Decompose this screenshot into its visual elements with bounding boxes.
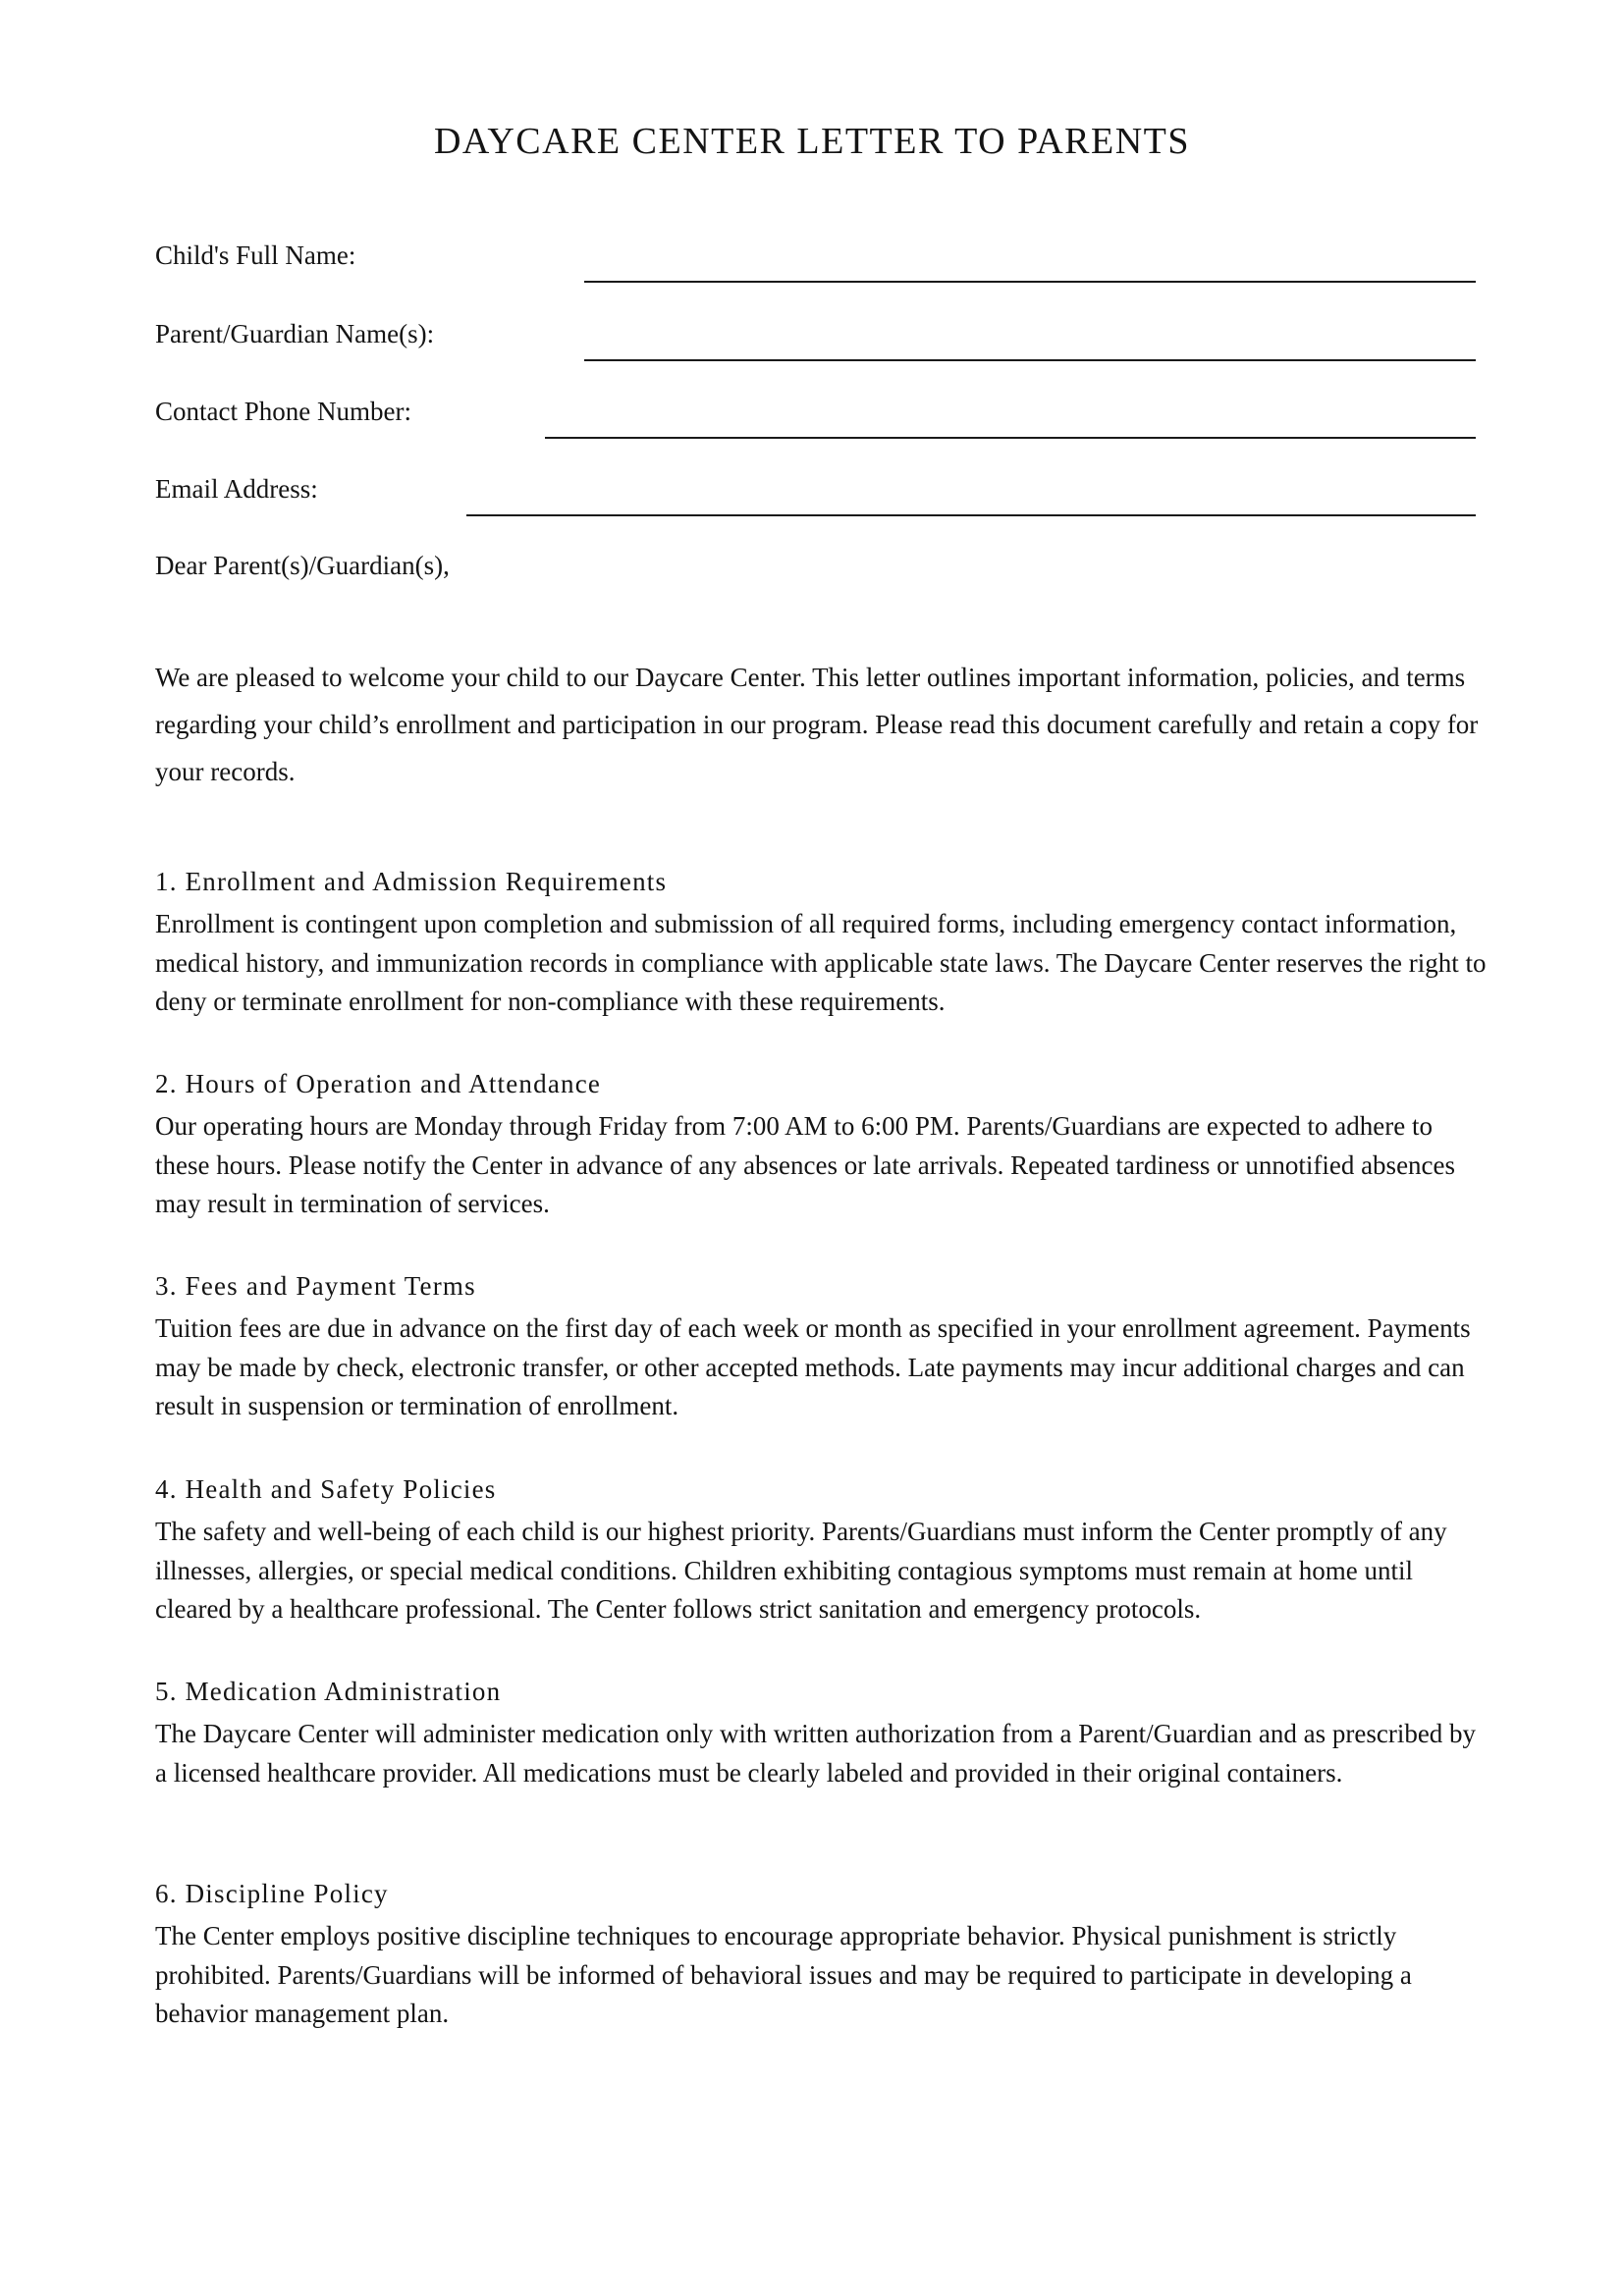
section-discipline	[155, 1876, 1490, 2034]
guardian-name-label: Parent/Guardian Name(s):	[155, 319, 435, 348]
section-body: The Center employs positive discipline techniques to encourage appropriate behavior. Physical punishment is strictly prohibited. Parents/Guardians will be informed of behavioral issues and may be required to participate in developing a behavior management plan.	[155, 1921, 1412, 2028]
section-medication	[155, 1674, 1490, 1792]
phone-input-line[interactable]	[545, 437, 1476, 439]
section-body: Our operating hours are Monday through Friday from 7:00 AM to 6:00 PM. Parents/Guardians are expected to adhere to these hours. Please notify the Center in advance of any absences or late arrivals. Repeated tardiness or unnotified absences may result in termination of services.	[155, 1111, 1456, 1218]
guardian-name-field	[155, 316, 1476, 355]
section-body: Tuition fees are due in advance on the first day of each week or month as specified in your enrollment agreement. Payments may be made by check, electronic transfer, or other accepted methods. Late payments may incur additional charges and can result in suspension or termination of enrollment.	[155, 1313, 1471, 1420]
section-heading: 4. Health and Safety Policies	[155, 1474, 497, 1504]
section-heading: 1. Enrollment and Admission Requirements	[155, 867, 668, 896]
child-name-field	[155, 238, 1476, 277]
section-heading: 6. Discipline Policy	[155, 1879, 389, 1908]
section-fees	[155, 1268, 1490, 1426]
phone-label: Contact Phone Number:	[155, 397, 411, 426]
child-name-input-line[interactable]	[584, 281, 1476, 283]
section-hours	[155, 1066, 1490, 1224]
section-enrollment	[155, 864, 1490, 1022]
email-field	[155, 471, 1476, 510]
intro-paragraph: We are pleased to welcome your child to our Daycare Center. This letter outlines important information, policies, and terms regarding your child’s enrollment and participation in our program. Please read this document carefully and retain a copy for your records.	[155, 663, 1479, 786]
salutation: Dear Parent(s)/Guardian(s),	[155, 551, 450, 580]
phone-field	[155, 394, 1476, 433]
document-title: DAYCARE CENTER LETTER TO PARENTS	[433, 121, 1191, 162]
email-label: Email Address:	[155, 474, 318, 504]
email-input-line[interactable]	[466, 514, 1476, 516]
section-body: The safety and well-being of each child is our highest priority. Parents/Guardians must inform the Center promptly of any illnesses, allergies, or special medical conditions. Children exhibiting contagious symptoms must remain at home until cleared by a healthcare professional. The Center follows strict sanitation and emergency protocols.	[155, 1517, 1447, 1624]
guardian-name-input-line[interactable]	[584, 359, 1476, 361]
section-body: The Daycare Center will administer medication only with written authorization from a Parent/Guardian and as prescribed by a licensed healthcare provider. All medications must be clearly labeled and provided in their original containers.	[155, 1719, 1477, 1788]
section-heading: 2. Hours of Operation and Attendance	[155, 1069, 602, 1098]
section-body: Enrollment is contingent upon completion and submission of all required forms, including emergency contact information, medical history, and immunization records in compliance with applicable state laws. The Daycare Center reserves the right to deny or terminate enrollment for non-compliance with these requirements.	[155, 909, 1487, 1016]
section-health-safety	[155, 1471, 1490, 1629]
section-heading: 5. Medication Administration	[155, 1677, 502, 1706]
section-heading: 3. Fees and Payment Terms	[155, 1271, 476, 1301]
child-name-label: Child's Full Name:	[155, 240, 356, 270]
